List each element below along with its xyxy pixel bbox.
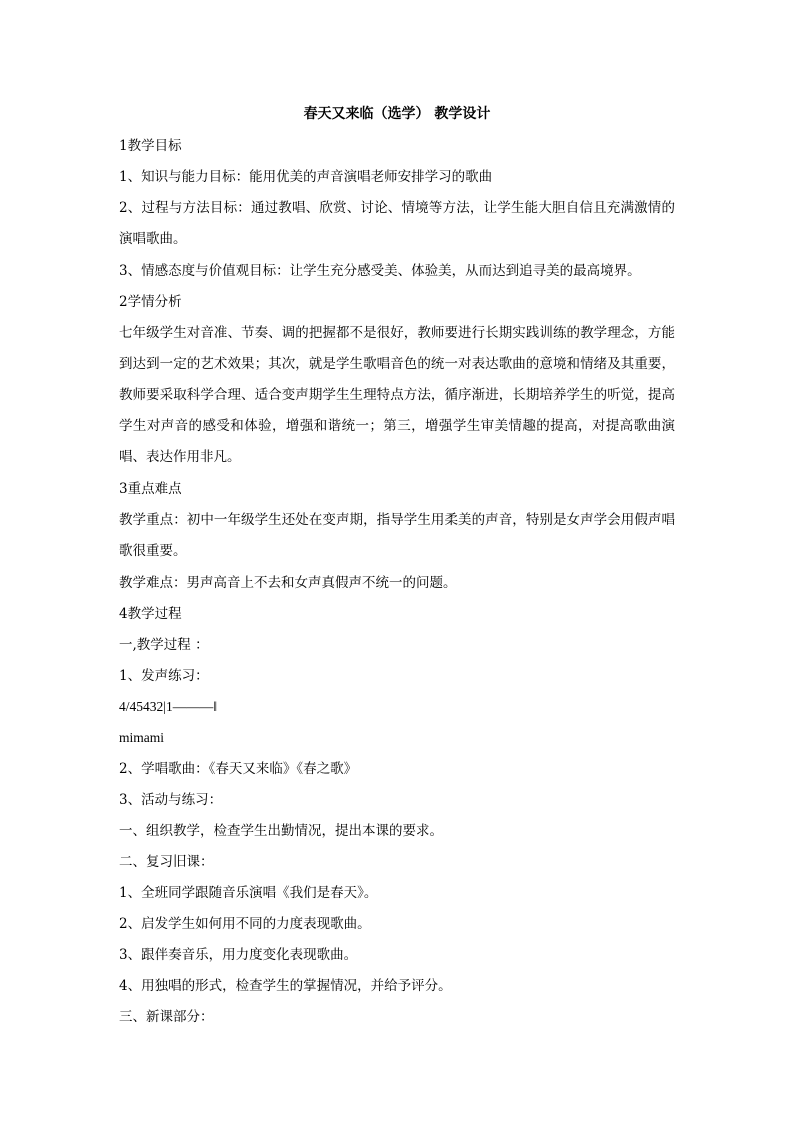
document-body <box>119 104 675 1038</box>
objective-process: 2、过程与方法目标：通过教唱、欣赏、讨论、情境等方法，让学生能大胆自信且充满激情的演唱歌曲。 <box>119 200 675 247</box>
process-subheading: 一,教学过程 ： <box>119 637 209 653</box>
review-item-4: 4、用独唱的形式，检查学生的掌握情况，并给予评分。 <box>119 978 452 994</box>
review-item-3: 3、跟伴奏音乐，用力度变化表现歌曲。 <box>119 947 358 963</box>
activities-label: 3、活动与练习： <box>119 792 223 808</box>
vocal-exercise-label: 1、发声练习： <box>119 668 209 684</box>
step-review: 二、复习旧课： <box>119 854 214 870</box>
analysis-paragraph: 七年级学生对音准、节奏、调的把握都不是很好，教师要进行长期实践训练的教学理念，方能到达到一定的艺术效果；其次，就是学生歌唱音色的统一对表达歌曲的意境和情绪及其重要，教师要采取科学合理、适合变声期学生生理特点方法，循序渐进，长期培养学生的听觉，提高学生对声音的感受和体验，增强和谐统一；第三，增强学生审美情趣的提高，对提高歌曲演唱、表达作用非凡。 <box>119 325 675 465</box>
step-organize: 一、组织教学，检查学生出勤情况，提出本课的要求。 <box>119 823 443 839</box>
difficult-point: 教学难点：男声高音上不去和女声真假声不统一的问题。 <box>119 575 457 591</box>
vocal-exercise-notation: 4/45432|1———‖ <box>119 699 217 714</box>
key-point: 教学重点：初中一年级学生还处在变声期，指导学生用柔美的声音，特别是女声学会用假声唱歌很重要。 <box>119 512 675 559</box>
section-heading-process: 4教学过程 <box>119 606 182 622</box>
step-new-lesson: 三、新课部分： <box>119 1009 214 1025</box>
vocal-exercise-syllables: mimami <box>119 730 164 745</box>
objective-knowledge: 1、知识与能力目标：能用优美的声音演唱老师安排学习的歌曲 <box>119 169 493 185</box>
document-title: 春天又来临（选学） 教学设计 <box>303 106 491 122</box>
review-item-2: 2、启发学生如何用不同的力度表现歌曲。 <box>119 916 371 932</box>
objective-emotion: 3、情感态度与价值观目标：让学生充分感受美、体验美，从而达到追寻美的最高境界。 <box>119 263 641 279</box>
section-heading-key-points: 3重点难点 <box>119 481 182 497</box>
songs-to-learn: 2、学唱歌曲：《春天又来临》《春之歌》 <box>119 761 358 777</box>
section-heading-analysis: 2学情分析 <box>119 294 182 310</box>
section-heading-objectives: 1教学目标 <box>119 138 182 154</box>
review-item-1: 1、全班同学跟随音乐演唱《我们是春天》。 <box>119 885 378 901</box>
